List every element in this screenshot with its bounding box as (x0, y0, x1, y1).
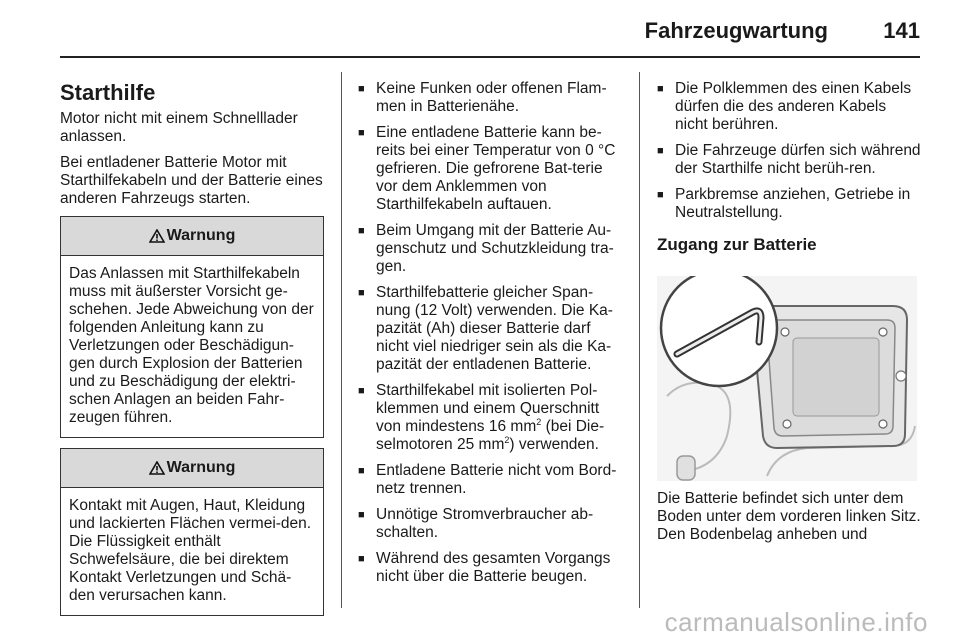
square-bullet-icon: ■ (358, 553, 365, 565)
column-divider-2 (639, 72, 640, 608)
square-bullet-icon: ■ (358, 385, 365, 397)
list-item: ■ Die Polklemmen des einen Kabels dürfen die des anderen Kabels nicht berühren. (657, 80, 912, 133)
warning-text-2: Kontakt mit Augen, Haut, Kleidung und lackierten Flächen vermei-den. Die Flüssigkeit enthält Schwefelsäure, die bei direktem Kontakt Verletzungen und Schä-den verursachen kann. (69, 497, 312, 604)
warning-heading-label: Warnung (166, 227, 236, 244)
list-item: ■ Die Fahrzeuge dürfen sich während der Starthilfe nicht berüh-ren. (657, 142, 921, 177)
square-bullet-icon: ■ (657, 83, 664, 95)
list-item: ■ Eine entladene Batterie kann be-reits bei einer Temperatur von 0 °C gefrieren. Die gefrorene Bat-terie vor dem Anklemmen von Starthilfekabeln auftauen. (358, 124, 616, 213)
list-item: ■ Entladene Batterie nicht vom Bord-netz trennen. (358, 462, 617, 497)
square-bullet-icon: ■ (657, 189, 664, 201)
battery-location-paragraph: Die Batterie befindet sich unter dem Boden unter dem vorderen linken Sitz. Den Bodenbelag anheben und (657, 490, 921, 543)
watermark-brand: carmanualsonline.info (664, 607, 928, 637)
magnifier-callout (661, 276, 777, 386)
battery-access-illustration (657, 276, 917, 481)
list-item-cable-spec: ■ Starthilfekabel mit isolierten Pol-klemmen und einem Querschnitt von mindestens 16 $mm^2$ (bei Die-selmotoren 25 $mm^2$) verwenden. (358, 382, 605, 453)
warning-triangle-icon (149, 229, 165, 243)
header-title: Fahrzeugwartung (644, 18, 828, 43)
square-bullet-icon: ■ (358, 127, 365, 139)
warning-box-1 (60, 216, 324, 438)
page-number: 141 (883, 18, 920, 43)
precaution-list-continued (657, 80, 923, 222)
list-item: ■ Unnötige Stromverbraucher ab-schalten. (358, 506, 594, 541)
warning-triangle-icon (149, 461, 165, 475)
list-item: ■ Beim Umgang mit der Batterie Au-genschutz und Schutzkleidung tra-gen. (358, 222, 614, 275)
column-divider-1 (341, 72, 342, 608)
section-title: Starthilfe (60, 80, 156, 105)
right-column (657, 80, 923, 552)
warning-heading-2 (61, 449, 323, 488)
square-bullet-icon: ■ (358, 287, 365, 299)
precaution-list (358, 80, 622, 586)
list-item: ■ Starthilfebatterie gleicher Span-nung (12 Volt) verwenden. Die Ka-pazität (Ah) dieser Batterie darf nicht viel niedriger sein als die Ka-pazität der entladenen Batterie. (358, 284, 613, 373)
warning-heading-label: Warnung (166, 459, 236, 476)
warning-text-1: Das Anlassen mit Starthilfekabeln muss mit äußerster Vorsicht ge-schehen. Jede Abweichung von der folgenden Anleitung kann zu Verletzungen oder Beschädigun-gen durch Explosion der Batterien und zu Beschädigung der elektri-schen Anlagen an beiden Fahr-zeugen führen. (69, 265, 314, 426)
intro-paragraph-2: Bei entladener Batterie Motor mit Starthilfekabeln und der Batterie eines anderen Fahrzeugs starten. (60, 154, 323, 207)
subsection-title: Zugang zur Batterie (657, 235, 817, 254)
header-divider (60, 56, 920, 58)
warning-box-2 (60, 448, 324, 616)
list-item: ■ Keine Funken oder offenen Flam-men in Batterienähe. (358, 80, 607, 115)
square-bullet-icon: ■ (358, 83, 365, 95)
left-column (60, 80, 324, 616)
list-item: ■ Parkbremse anziehen, Getriebe in Neutralstellung. (657, 186, 911, 221)
square-bullet-icon: ■ (358, 465, 365, 477)
square-bullet-icon: ■ (358, 509, 365, 521)
square-bullet-icon: ■ (657, 145, 664, 157)
square-bullet-icon: ■ (358, 225, 365, 237)
middle-column (358, 80, 622, 594)
intro-paragraph-1: Motor nicht mit einem Schnelllader anlassen. (60, 110, 298, 145)
warning-heading-1 (61, 217, 323, 256)
list-item: ■ Während des gesamten Vorgangs nicht über die Batterie beugen. (358, 550, 611, 585)
